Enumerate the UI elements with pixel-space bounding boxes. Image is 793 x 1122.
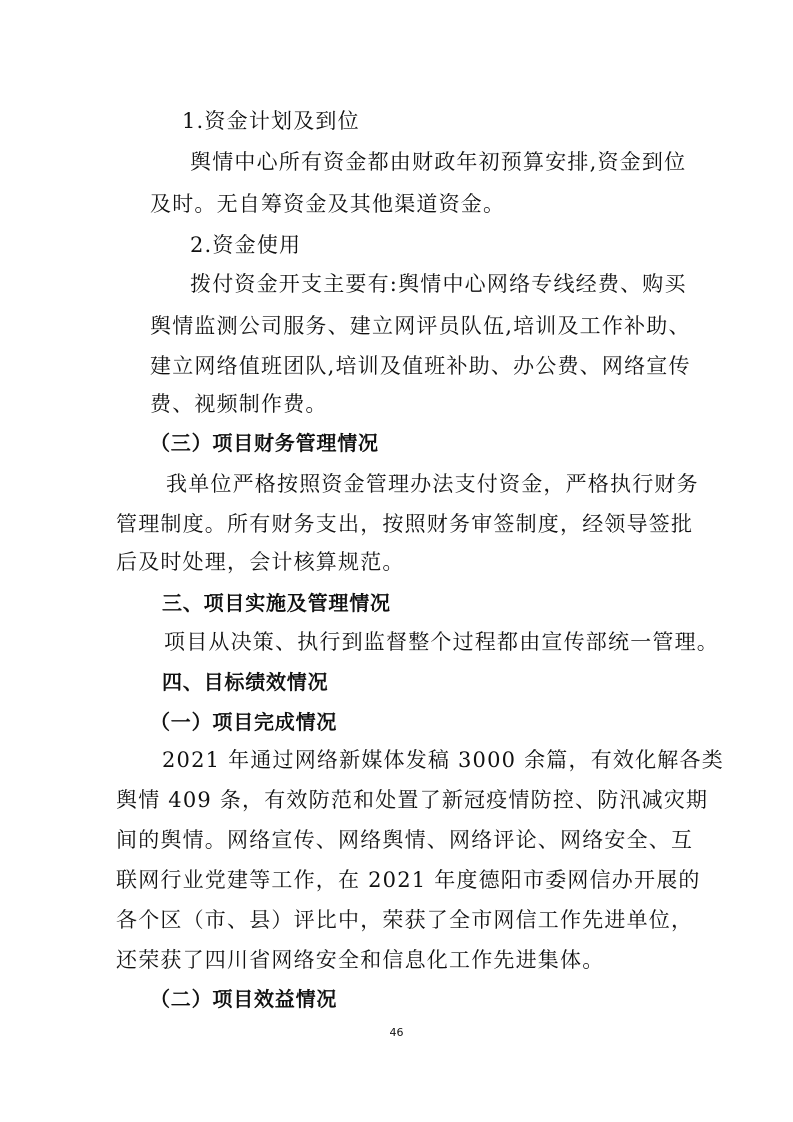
paragraph-line: 2021 年通过网络新媒体发稿 3000 余篇，有效化解各类 — [162, 748, 724, 772]
page-number: 46 — [389, 1026, 404, 1039]
paragraph-line: 舆情监测公司服务、建立网评员队伍,培训及工作补助、 — [150, 314, 691, 338]
paragraph-line: 建立网络值班团队,培训及值班补助、办公费、网络宣传 — [150, 354, 691, 378]
section-heading-performance: 四、目标绩效情况 — [162, 670, 329, 694]
paragraph-line: 我单位严格按照资金管理办法支付资金，严格执行财务 — [166, 472, 699, 496]
paragraph-line: 各个区（市、县）评比中，荣获了全市网信工作先进单位， — [116, 908, 694, 932]
paragraph-line: 间的舆情。网络宣传、网络舆情、网络评论、网络安全、互 — [116, 828, 694, 852]
section-heading-implementation: 三、项目实施及管理情况 — [162, 591, 391, 615]
paragraph-line: 及时。无自筹资金及其他渠道资金。 — [150, 192, 506, 216]
section-heading-finance: （三）项目财务管理情况 — [150, 431, 379, 455]
paragraph-line: 后及时处理，会计核算规范。 — [116, 550, 405, 574]
paragraph-line: 项目从决策、执行到监督整个过程都由宣传部统一管理。 — [164, 630, 719, 654]
subheading-fund-plan: 1.资金计划及到位 — [182, 109, 360, 133]
paragraph-line: 还荣获了四川省网络安全和信息化工作先进集体。 — [116, 948, 605, 972]
paragraph-line: 拨付资金开支主要有:舆情中心网络专线经费、购买 — [190, 272, 687, 296]
paragraph-line: 管理制度。所有财务支出，按照财务审签制度，经领导签批 — [116, 512, 694, 536]
paragraph-line: 联网行业党建等工作，在 2021 年度德阳市委网信办开展的 — [116, 868, 701, 892]
paragraph-line: 舆情中心所有资金都由财政年初预算安排,资金到位 — [190, 150, 687, 174]
section-heading-benefit: （二）项目效益情况 — [150, 987, 338, 1011]
paragraph-line: 舆情 409 条，有效防范和处置了新冠疫情防控、防汛减灾期 — [116, 788, 709, 812]
section-heading-completion: （一）项目完成情况 — [150, 710, 338, 734]
paragraph-line: 费、视频制作费。 — [150, 392, 328, 416]
subheading-fund-use: 2.资金使用 — [190, 233, 302, 257]
